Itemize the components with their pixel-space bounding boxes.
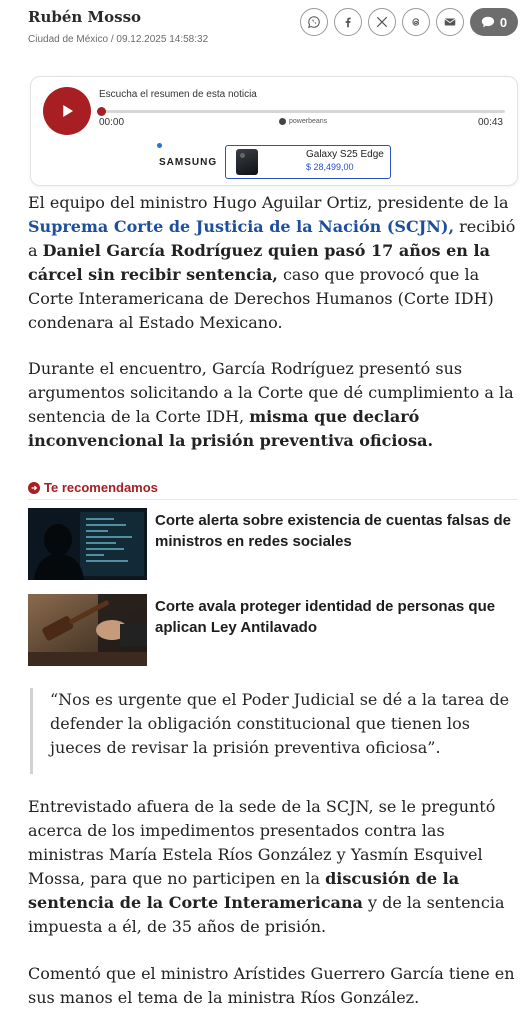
arrow-right-icon <box>28 482 40 494</box>
recommendations-label: Te recomendamos <box>44 480 158 495</box>
share-bar <box>300 8 518 36</box>
x-share-button[interactable] <box>368 8 396 36</box>
scjn-link[interactable]: Suprema Corte de Justicia de la Nación (SCJN), <box>28 217 455 236</box>
phone-image <box>236 149 258 175</box>
blockquote: “Nos es urgente que el Poder Judicial se dé a la tarea de defender la obligación constitucional que tienen los jueces de revisar la prisión preventiva oficiosa”. <box>30 688 520 774</box>
ad-product-price: $ 28,499,00 <box>306 162 354 172</box>
powered-by-label: powerbeans <box>289 118 328 125</box>
recommended-article-title[interactable]: Corte alerta sobre existencia de cuentas falsas de ministros en redes sociales <box>155 512 511 550</box>
facebook-icon <box>341 15 355 29</box>
audio-summary-player <box>30 76 518 186</box>
play-button[interactable] <box>43 87 91 135</box>
ad-product-name: Galaxy S25 Edge <box>306 149 384 160</box>
threads-icon <box>409 15 423 29</box>
x-icon <box>375 15 389 29</box>
paragraph-text: Entrevistado afuera de la sede de la SCJN, se le preguntó acerca de los impedimentos presentados contra las ministras María Estela Ríos González y Yasmín Esquivel Mossa, para que no participen en la <box>28 797 496 888</box>
play-icon <box>58 102 76 120</box>
recommended-article[interactable] <box>28 508 518 580</box>
facebook-share-button[interactable] <box>334 8 362 36</box>
author-name[interactable]: Rubén Mosso <box>28 8 142 26</box>
recommended-article-thumbnail[interactable] <box>28 508 147 580</box>
paragraph-bold-text: Daniel García Rodríguez quien pasó 17 años en la cárcel sin recibir sentencia, <box>28 241 490 284</box>
whatsapp-share-button[interactable] <box>300 8 328 36</box>
ad-product-box[interactable] <box>225 145 391 179</box>
article-paragraph <box>28 191 520 335</box>
article-paragraph <box>28 357 520 453</box>
paragraph-text: Durante el encuentro, García Rodríguez presentó sus argumentos solicitando a la Corte que dé cumplimiento a la sentencia de la Corte IDH, <box>28 359 514 426</box>
article-paragraph: Comentó que el ministro Arístides Guerrero García tiene en sus manos el tema de la ministra Ríos González. <box>28 964 515 1007</box>
comments-button[interactable] <box>470 8 518 36</box>
audio-progress-track[interactable] <box>101 110 505 113</box>
recommended-article[interactable] <box>28 594 518 666</box>
recommended-article-thumbnail[interactable] <box>28 594 147 666</box>
audio-title: Escucha el resumen de esta noticia <box>99 89 257 100</box>
whatsapp-icon <box>307 15 321 29</box>
audio-time-start: 00:00 <box>99 117 125 128</box>
ad-indicator-icon <box>157 143 162 148</box>
advertisement-banner[interactable] <box>157 143 395 181</box>
recommended-article-title[interactable]: Corte avala proteger identidad de personas que aplican Ley Antilavado <box>155 598 496 636</box>
paragraph-bold-text: misma que declaró inconvencional la prisión preventiva oficiosa. <box>28 407 434 450</box>
paragraph-text: recibió a <box>28 217 516 260</box>
audio-time-end: 00:43 <box>477 117 503 128</box>
paragraph-bold-text: discusión de la sentencia de la Corte Interamericana <box>28 869 460 912</box>
dateline: Ciudad de México / 09.12.2025 14:58:32 <box>28 34 209 45</box>
mail-icon <box>443 15 457 29</box>
article-paragraph <box>28 795 520 939</box>
powered-by <box>279 118 327 125</box>
comment-count: 0 <box>499 14 508 30</box>
comment-icon <box>481 16 495 28</box>
paragraph-text: y de la sentencia impuesta a él, de 35 años de prisión. <box>28 893 505 936</box>
ad-brand: SAMSUNG <box>159 157 218 168</box>
powerbeans-logo-icon <box>279 118 286 125</box>
paragraph-text: El equipo del ministro Hugo Aguilar Ortiz, presidente de la <box>28 193 509 212</box>
recommendations-heading <box>28 480 518 500</box>
threads-share-button[interactable] <box>402 8 430 36</box>
paragraph-text: caso que provocó que la Corte Interamericana de Derechos Humanos (Corte IDH) condenara al Estado Mexicano. <box>28 265 494 332</box>
article-byline <box>28 8 518 48</box>
mail-share-button[interactable] <box>436 8 464 36</box>
audio-progress-handle[interactable] <box>97 107 106 116</box>
